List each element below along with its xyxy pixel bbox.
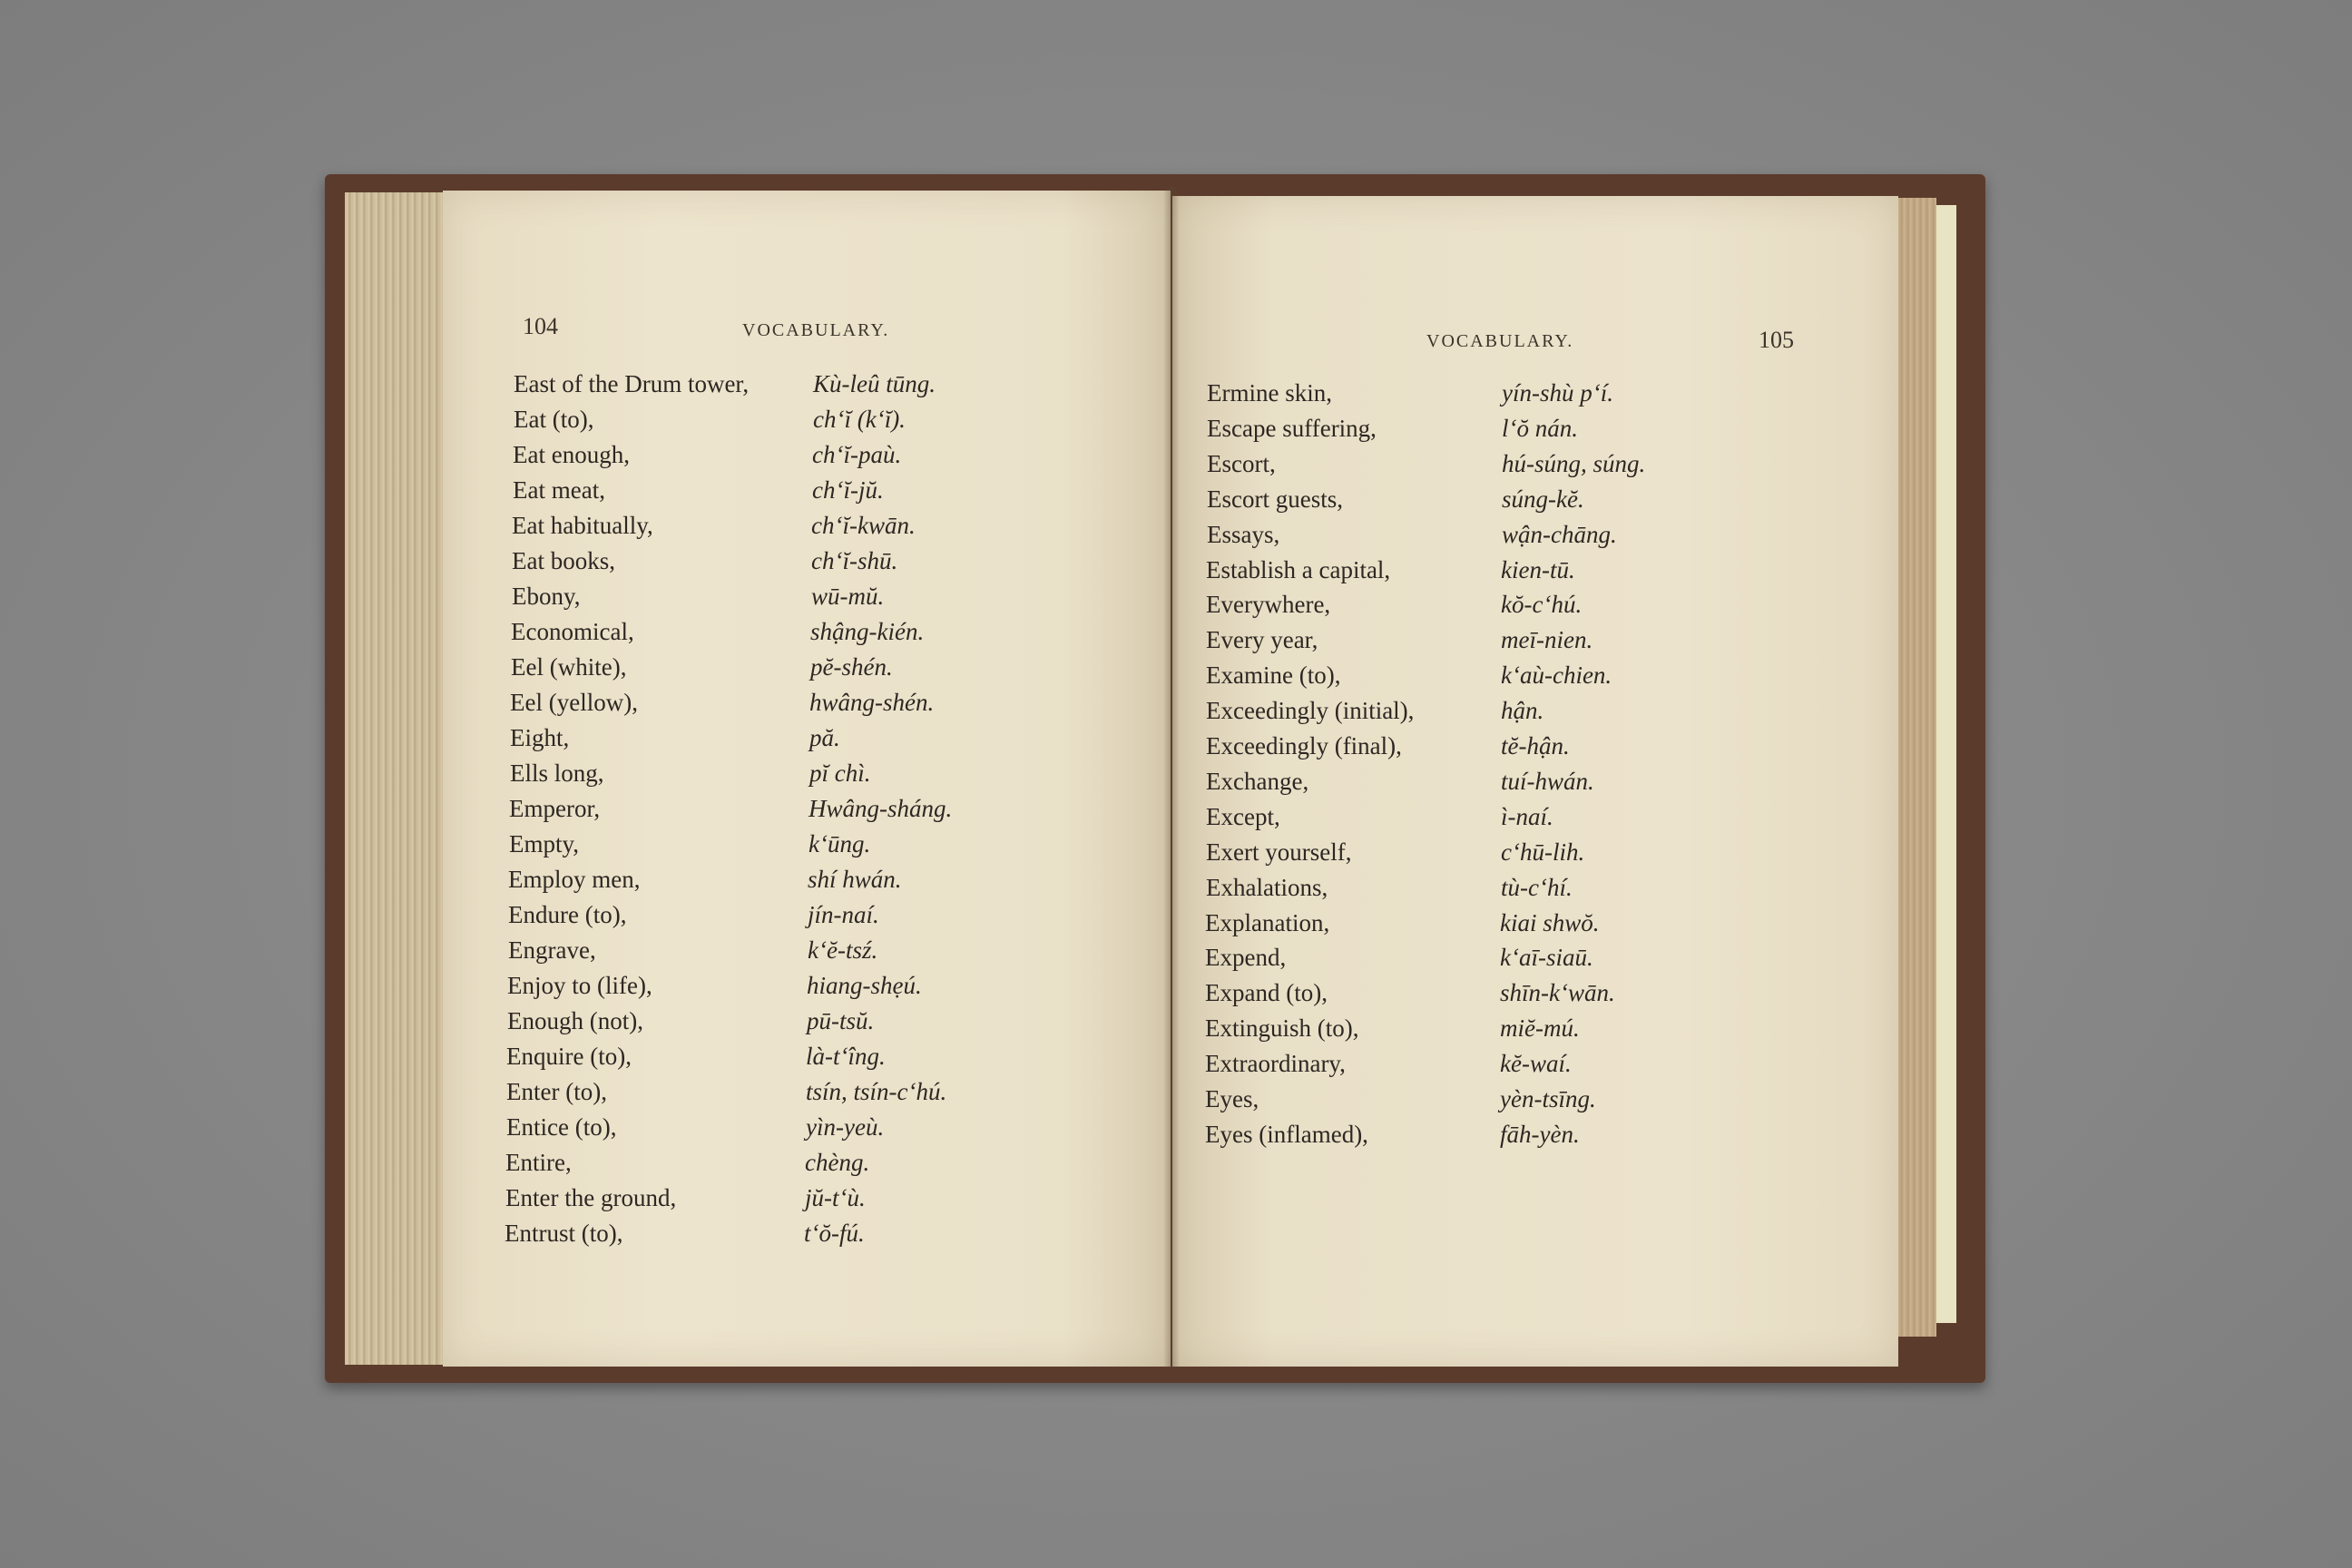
entry-term: Engrave,	[508, 936, 596, 964]
entry-translation: miĕ-mú.	[1500, 1014, 1580, 1043]
vocabulary-entry	[1205, 944, 1713, 978]
entry-translation: shậng-kién.	[810, 618, 925, 645]
entry-translation: pă.	[809, 724, 840, 751]
vocabulary-entry	[505, 1149, 1014, 1183]
entry-term: Extinguish (to),	[1205, 1014, 1359, 1043]
right-running-head: VOCABULARY.	[1426, 331, 1574, 351]
vocabulary-entry	[1206, 591, 1714, 625]
entry-term: Eight,	[510, 724, 570, 751]
entry-translation: meī-nien.	[1501, 626, 1593, 654]
left-page-number: 104	[523, 313, 558, 339]
vocabulary-entry	[1205, 909, 1713, 944]
vocabulary-entry	[510, 760, 1018, 794]
entry-term: Empty,	[509, 830, 579, 858]
entry-term: Escape suffering,	[1207, 414, 1377, 442]
vocabulary-entry	[510, 724, 1018, 759]
entry-term: Essays,	[1207, 520, 1280, 548]
entry-translation: c‘hū-lih.	[1501, 838, 1585, 866]
entry-translation: shí hwán.	[808, 866, 902, 893]
entry-term: Exchange,	[1206, 767, 1309, 795]
vocabulary-entry	[506, 1078, 1014, 1112]
vocabulary-entry	[1206, 697, 1714, 731]
entry-term: Exceedingly (initial),	[1206, 697, 1415, 725]
vocabulary-entry	[513, 441, 1021, 475]
vocabulary-entry	[505, 1184, 1014, 1219]
vocabulary-entry	[1206, 662, 1714, 696]
entry-translation: tsín, tsín-c‘hú.	[806, 1078, 947, 1105]
entry-term: Escort guests,	[1207, 485, 1343, 513]
entry-translation: hận.	[1501, 697, 1544, 725]
vocabulary-entry	[514, 406, 1022, 440]
entry-translation: pū-tsŭ.	[807, 1007, 875, 1034]
entry-term: Examine (to),	[1206, 662, 1341, 690]
entry-term: Everywhere,	[1206, 591, 1331, 619]
vocabulary-entry	[511, 618, 1019, 652]
entry-term: Eel (white),	[511, 653, 627, 681]
entry-translation: ì-naí.	[1501, 802, 1553, 830]
entry-translation: kĕ-waí.	[1500, 1050, 1572, 1078]
entry-translation: wū-mŭ.	[811, 583, 885, 610]
vocabulary-entry	[507, 972, 1015, 1006]
entry-translation: k‘ĕ-tsź.	[808, 936, 878, 964]
entry-translation: kien-tū.	[1501, 555, 1575, 583]
entry-term: Establish a capital,	[1206, 555, 1391, 583]
entry-term: Enter (to),	[506, 1078, 607, 1105]
entry-term: Eat (to),	[514, 406, 594, 433]
entry-translation: k‘ūng.	[808, 830, 871, 858]
vocabulary-entry	[508, 866, 1016, 900]
entry-translation: tĕ-hận.	[1501, 732, 1570, 760]
entry-term: Expend,	[1205, 944, 1287, 972]
entry-translation: ch‘ĭ (k‘ĭ).	[813, 406, 906, 433]
entry-term: Ells long,	[510, 760, 604, 787]
entry-term: Eel (yellow),	[510, 689, 638, 716]
vocabulary-entry	[512, 512, 1020, 546]
entry-translation: fāh-yèn.	[1500, 1120, 1580, 1148]
entry-term: Enquire (to),	[506, 1043, 632, 1070]
vocabulary-entry	[512, 547, 1020, 582]
entry-term: Eat habitually,	[512, 512, 653, 539]
vocabulary-entry	[507, 1007, 1015, 1042]
right-board-edge	[1936, 205, 1956, 1323]
entry-term: Exhalations,	[1206, 873, 1328, 901]
left-page-edges	[345, 192, 446, 1365]
entry-term: Eyes,	[1205, 1085, 1259, 1112]
vocabulary-entry	[1206, 874, 1714, 908]
vocabulary-entry	[1205, 1014, 1713, 1049]
vocabulary-entry	[508, 936, 1016, 971]
vocabulary-entry	[1207, 450, 1715, 485]
vocabulary-entry	[506, 1043, 1014, 1077]
entry-term: Eat books,	[512, 547, 615, 574]
vocabulary-entry	[511, 653, 1019, 688]
vocabulary-entry	[1206, 556, 1714, 591]
vocabulary-entry	[514, 370, 1022, 405]
vocabulary-entry	[1206, 838, 1714, 873]
entry-translation: tù-c‘hí.	[1501, 873, 1573, 901]
entry-term: Ermine skin,	[1207, 379, 1332, 407]
entry-term: Employ men,	[508, 866, 641, 893]
entry-translation: k‘aù-chien.	[1501, 662, 1612, 690]
entry-translation: l‘ŏ nán.	[1502, 414, 1578, 442]
vocabulary-entry	[1207, 379, 1715, 414]
entry-translation: yín-shù p‘í.	[1502, 379, 1613, 407]
entry-term: Entrust (to),	[505, 1220, 623, 1247]
entry-term: Enough (not),	[507, 1007, 643, 1034]
entry-term: Extraordinary,	[1205, 1050, 1346, 1078]
entry-translation: kiai shwŏ.	[1500, 908, 1600, 936]
vocabulary-entry	[512, 583, 1020, 617]
vocabulary-entry	[1207, 485, 1715, 520]
entry-term: Enjoy to (life),	[507, 972, 652, 999]
entry-term: Eat meat,	[513, 476, 605, 504]
entry-term: Endure (to),	[508, 901, 627, 928]
vocabulary-entry	[1207, 521, 1715, 555]
entry-term: Explanation,	[1205, 908, 1330, 936]
vocabulary-entry	[1206, 732, 1714, 767]
entry-term: Entire,	[505, 1149, 572, 1176]
vocabulary-entry	[509, 830, 1017, 865]
left-running-head: VOCABULARY.	[742, 320, 890, 340]
right-page-number: 105	[1759, 327, 1794, 353]
entry-translation: k‘aī-siaū.	[1500, 944, 1593, 972]
entry-term: Exert yourself,	[1206, 838, 1352, 866]
vocabulary-entry	[1207, 415, 1715, 449]
entry-term: Eyes (inflamed),	[1205, 1120, 1368, 1148]
vocabulary-entry	[1206, 803, 1714, 838]
book-gutter	[1163, 187, 1180, 1368]
vocabulary-entry	[505, 1220, 1013, 1254]
entry-translation: là-t‘îng.	[806, 1043, 886, 1070]
vocabulary-entry	[510, 689, 1018, 723]
entry-translation: jŭ-t‘ù.	[805, 1184, 866, 1211]
vocabulary-entry	[513, 476, 1021, 511]
entry-translation: Hwâng-sháng.	[808, 795, 953, 822]
entry-translation: shīn-k‘wān.	[1500, 979, 1615, 1007]
vocabulary-entry	[1205, 1050, 1713, 1084]
entry-term: Except,	[1206, 802, 1280, 830]
entry-translation: jín-naí.	[808, 901, 879, 928]
entry-term: Exceedingly (final),	[1206, 732, 1402, 760]
entry-translation: hiang-shẹú.	[807, 972, 922, 999]
entry-translation: yèn-tsīng.	[1500, 1085, 1596, 1112]
entry-translation: tuí-hwán.	[1501, 767, 1594, 795]
entry-translation: pĕ-shén.	[810, 653, 893, 681]
vocabulary-entry	[1205, 979, 1713, 1014]
entry-term: East of the Drum tower,	[514, 370, 750, 397]
entry-term: Escort,	[1207, 449, 1276, 477]
vocabulary-entry	[506, 1113, 1014, 1148]
entry-translation: hwâng-shén.	[809, 689, 935, 716]
entry-translation: ch‘ĭ-jŭ.	[812, 476, 884, 504]
vocabulary-entry	[509, 795, 1017, 829]
right-page-edges	[1898, 198, 1936, 1337]
entry-term: Every year,	[1206, 626, 1318, 654]
entry-translation: wận-chāng.	[1502, 520, 1617, 548]
vocabulary-entry	[1206, 626, 1714, 661]
vocabulary-entry	[1206, 768, 1714, 802]
entry-translation: ch‘ĭ-paù.	[812, 441, 902, 468]
entry-translation: ch‘ĭ-shū.	[811, 547, 898, 574]
vocabulary-entry	[1205, 1085, 1713, 1120]
entry-translation: t‘ŏ-fú.	[804, 1220, 865, 1247]
entry-translation: chèng.	[805, 1149, 870, 1176]
entry-translation: súng-kĕ.	[1502, 485, 1584, 513]
entry-translation: Kù-leû tūng.	[813, 370, 936, 397]
entry-term: Eat enough,	[513, 441, 630, 468]
entry-term: Ebony,	[512, 583, 581, 610]
entry-translation: yìn-yeù.	[806, 1113, 885, 1141]
entry-translation: ch‘ĭ-kwān.	[811, 512, 916, 539]
entry-translation: kŏ-c‘hú.	[1501, 591, 1583, 619]
entry-term: Enter the ground,	[505, 1184, 677, 1211]
entry-translation: hú-súng, súng.	[1502, 449, 1646, 477]
vocabulary-entry	[508, 901, 1016, 936]
entry-term: Emperor,	[509, 795, 601, 822]
entry-term: Entice (to),	[506, 1113, 617, 1141]
vocabulary-entry	[1205, 1121, 1713, 1155]
entry-translation: pĭ chì.	[809, 760, 871, 787]
entry-term: Expand (to),	[1205, 979, 1328, 1007]
entry-term: Economical,	[511, 618, 634, 645]
